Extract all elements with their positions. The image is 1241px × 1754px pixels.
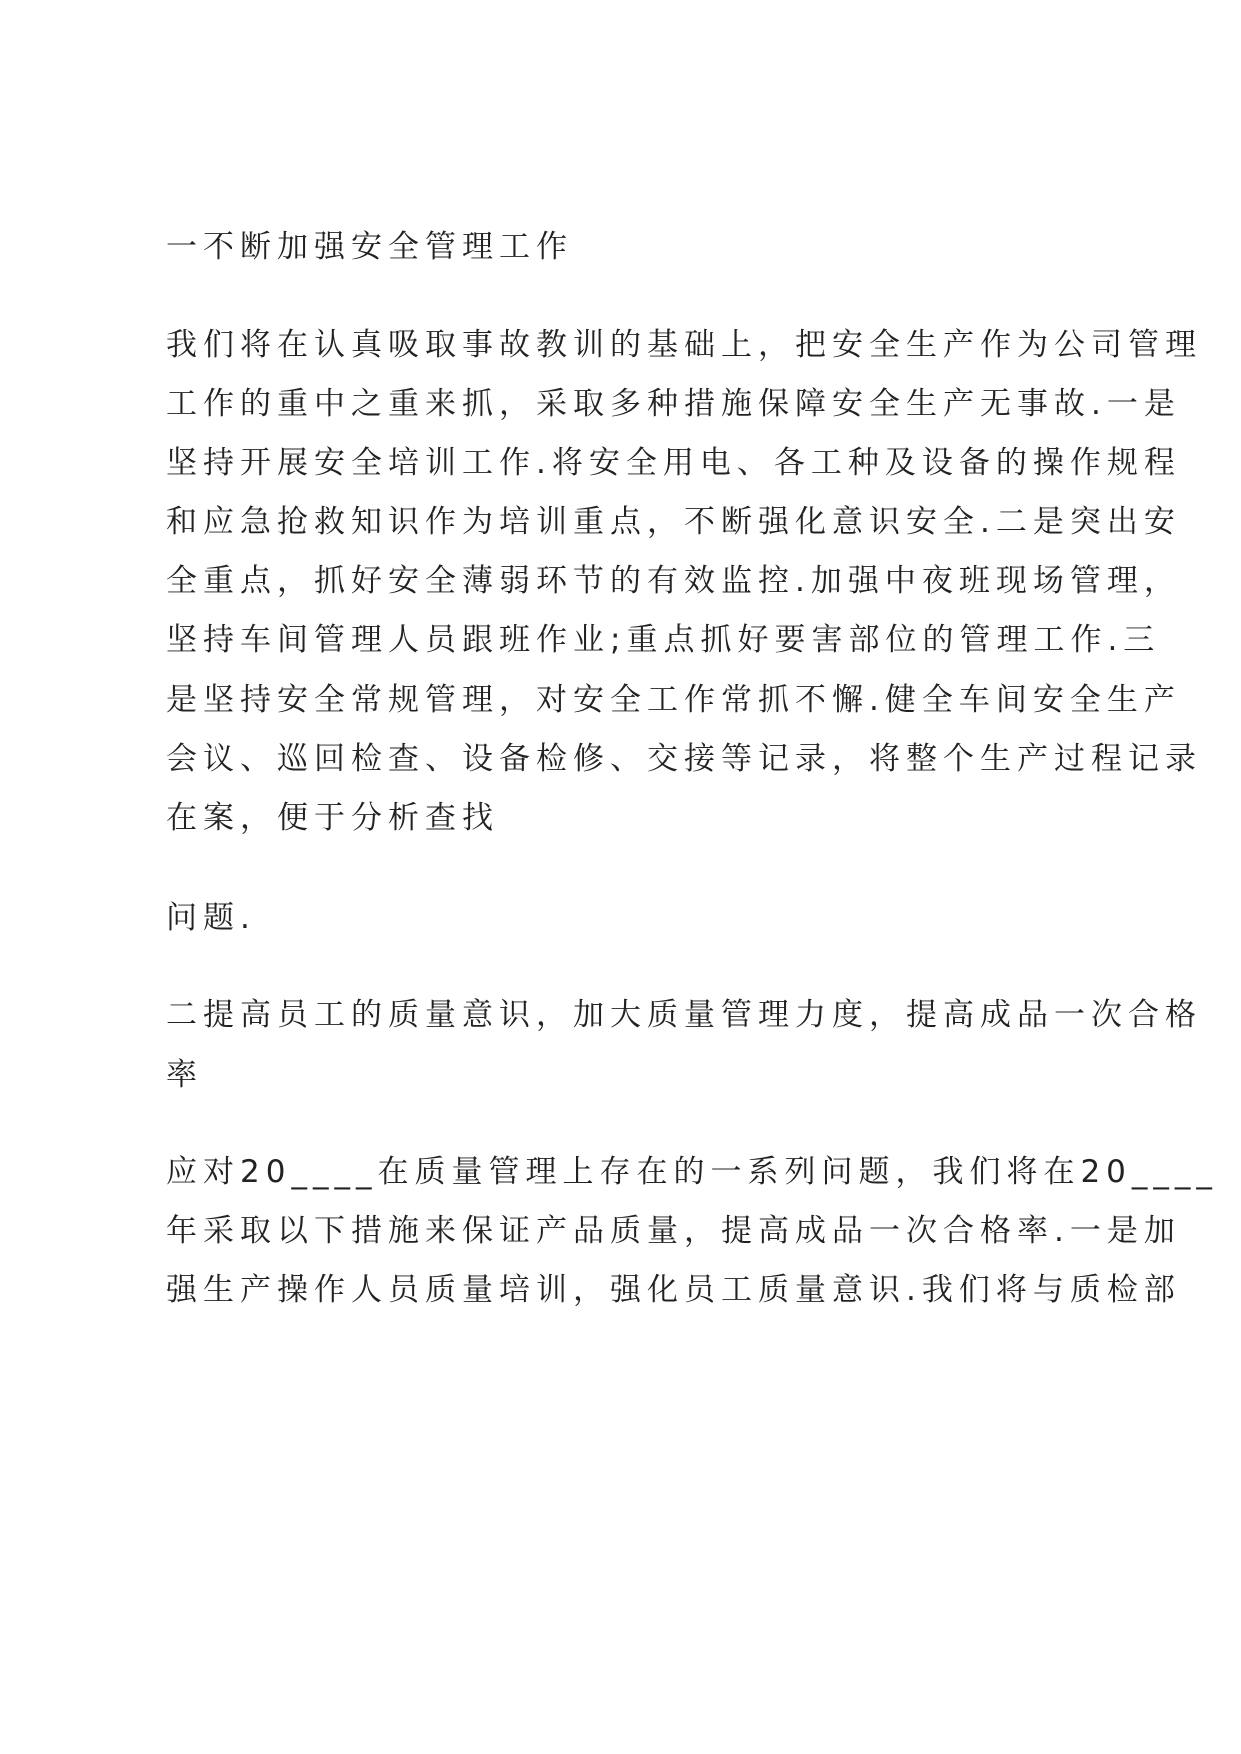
section-heading-safety: 一不断加强安全管理工作 <box>166 229 573 265</box>
paragraph-line: 坚持车间管理人员跟班作业;重点抓好要害部位的管理工作.三 <box>166 622 1161 658</box>
paragraph-line: 是坚持安全常规管理，对安全工作常抓不懈.健全车间安全生产 <box>166 682 1181 718</box>
heading-line: 率 <box>166 1057 203 1093</box>
paragraph-line: 年采取以下措施来保证产品质量，提高成品一次合格率.一是加 <box>166 1213 1181 1249</box>
paragraph-line: 坚持开展安全培训工作.将安全用电、各工种及设备的操作规程 <box>166 445 1181 481</box>
paragraph-line: 应对20____在质量管理上存在的一系列问题，我们将在20____ <box>166 1154 1218 1190</box>
paragraph-line: 会议、巡回检查、设备检修、交接等记录，将整个生产过程记录 <box>166 741 1202 777</box>
paragraph-line: 全重点，抓好安全薄弱环节的有效监控.加强中夜班现场管理， <box>166 563 1181 599</box>
paragraph-line: 工作的重中之重来抓，采取多种措施保障安全生产无事故.一是 <box>166 386 1181 422</box>
paragraph-line: 强生产操作人员质量培训，强化员工质量意识.我们将与质检部 <box>166 1272 1181 1308</box>
paragraph-line: 我们将在认真吸取事故教训的基础上，把安全生产作为公司管理 <box>166 327 1202 363</box>
paragraph-line: 和应急抢救知识作为培训重点，不断强化意识安全.二是突出安 <box>166 504 1181 540</box>
heading-line: 二提高员工的质量意识，加大质量管理力度，提高成品一次合格 <box>166 997 1202 1033</box>
paragraph-tail: 问题. <box>166 900 256 936</box>
paragraph-line: 在案，便于分析查找 <box>166 800 499 836</box>
